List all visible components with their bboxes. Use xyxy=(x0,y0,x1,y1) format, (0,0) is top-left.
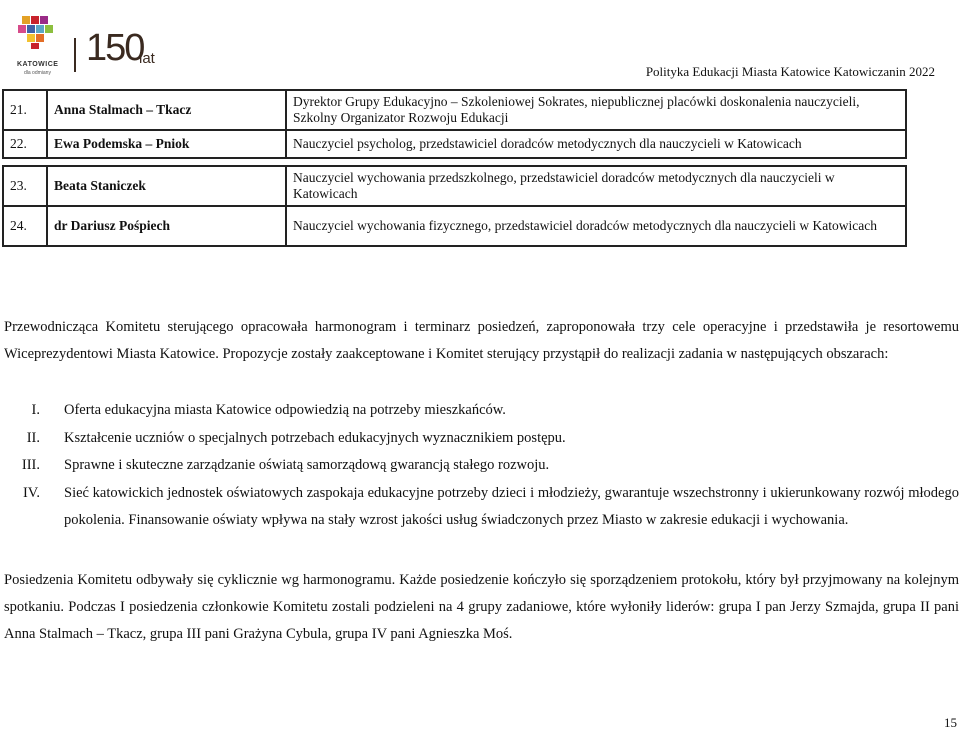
logo-slogan: dla odmiany xyxy=(24,70,51,76)
member-role: Nauczyciel wychowania fizycznego, przedstawiciel doradców metodycznych dla nauczycieli w Katowicach xyxy=(286,206,906,246)
intro-paragraph: Przewodnicząca Komitetu sterującego opracowała harmonogram i terminarz posiedzeń, zaproponowała trzy cele operacyjne i przedstawiła je resortowemu Wiceprezydentowi Miasta Katowice. Propozycje zostały zaakceptowane i Komitet sterujący przystąpił do realizacji zadania w następujących obszarach: xyxy=(4,319,959,362)
document-header-title: Polityka Edukacji Miasta Katowice Katowiczanin 2022 xyxy=(645,64,935,79)
page-number: 15 xyxy=(944,715,957,730)
member-role: Nauczyciel wychowania przedszkolnego, przedstawiciel doradców metodycznych dla nauczycieli w Katowicach xyxy=(286,166,906,206)
katowice-150-logo xyxy=(8,14,158,76)
member-name: Beata Staniczek xyxy=(47,166,286,206)
list-item-text: Sprawne i skuteczne zarządzanie oświatą samorządową gwarancją stałego rozwoju. xyxy=(64,457,550,473)
list-item xyxy=(4,480,959,535)
list-item-text: Sieć katowickich jednostek oświatowych zaspokaja edukacyjne potrzeby dzieci i młodzieży, gwarantuje wszechstronny i ukierunkowany rozwój młodego pokolenia. Finansowanie oświaty wpływa na stały wzrost jakości usług świadczonych przez Miasto w zakresie edukacji i wychowania. xyxy=(64,484,959,528)
member-name: dr Dariusz Pośpiech xyxy=(47,206,286,246)
member-number: 22. xyxy=(3,130,47,158)
logo-anniversary-number: 150 xyxy=(86,27,144,69)
member-number: 21. xyxy=(3,90,47,130)
list-marker: IV. xyxy=(22,484,40,501)
operational-areas-list xyxy=(4,397,959,535)
katowice-pixel-heart-icon xyxy=(18,16,58,50)
table-row xyxy=(3,206,906,246)
member-name: Anna Stalmach – Tkacz xyxy=(47,90,286,130)
member-number: 23. xyxy=(3,166,47,206)
table-row xyxy=(3,130,906,158)
list-item xyxy=(4,425,959,453)
member-name: Ewa Podemska – Pniok xyxy=(47,130,286,158)
table-row-spacer xyxy=(3,158,906,166)
member-role: Dyrektor Grupy Edukacyjno – Szkoleniowej Sokrates, niepublicznej placówki doskonalenia nauczycieli, Szkolny Organizator Rozwoju Edukacji xyxy=(286,90,906,130)
list-item-text: Oferta edukacyjna miasta Katowice odpowiedzią na potrzeby mieszkańców. xyxy=(64,402,506,418)
table-row xyxy=(3,166,906,206)
meetings-paragraph: Posiedzenia Komitetu odbywały się cyklicznie wg harmonogramu. Każde posiedzenie kończyło się sporządzeniem protokołu, który był przyjmowany na kolejnym spotkaniu. Podczas I posiedzenia członkowie Komitetu zostali podzieleni na 4 grupy zadaniowe, które wyłoniły liderów: grupa I pan Jerzy Szmajda, grupa II pani Anna Stalmach – Tkacz, grupa III pani Grażyna Cybula, grupa IV pani Agnieszka Moś. xyxy=(4,572,959,642)
member-role: Nauczyciel psycholog, przedstawiciel doradców metodycznych dla nauczycieli w Katowicach xyxy=(286,130,906,158)
logo-divider xyxy=(74,38,76,72)
table-row xyxy=(3,90,906,130)
list-marker: I. xyxy=(31,402,40,418)
logo-city-name: KATOWICE xyxy=(17,61,59,68)
logo-anniversary-suffix: lat xyxy=(139,50,155,67)
list-item xyxy=(4,397,959,425)
list-marker: III. xyxy=(21,457,40,473)
member-number: 24. xyxy=(3,206,47,246)
committee-members-table xyxy=(2,89,907,247)
list-item-text: Kształcenie uczniów o specjalnych potrzebach edukacyjnych wyznacznikiem postępu. xyxy=(64,429,566,446)
list-marker: II. xyxy=(26,429,40,446)
list-item xyxy=(4,452,959,480)
